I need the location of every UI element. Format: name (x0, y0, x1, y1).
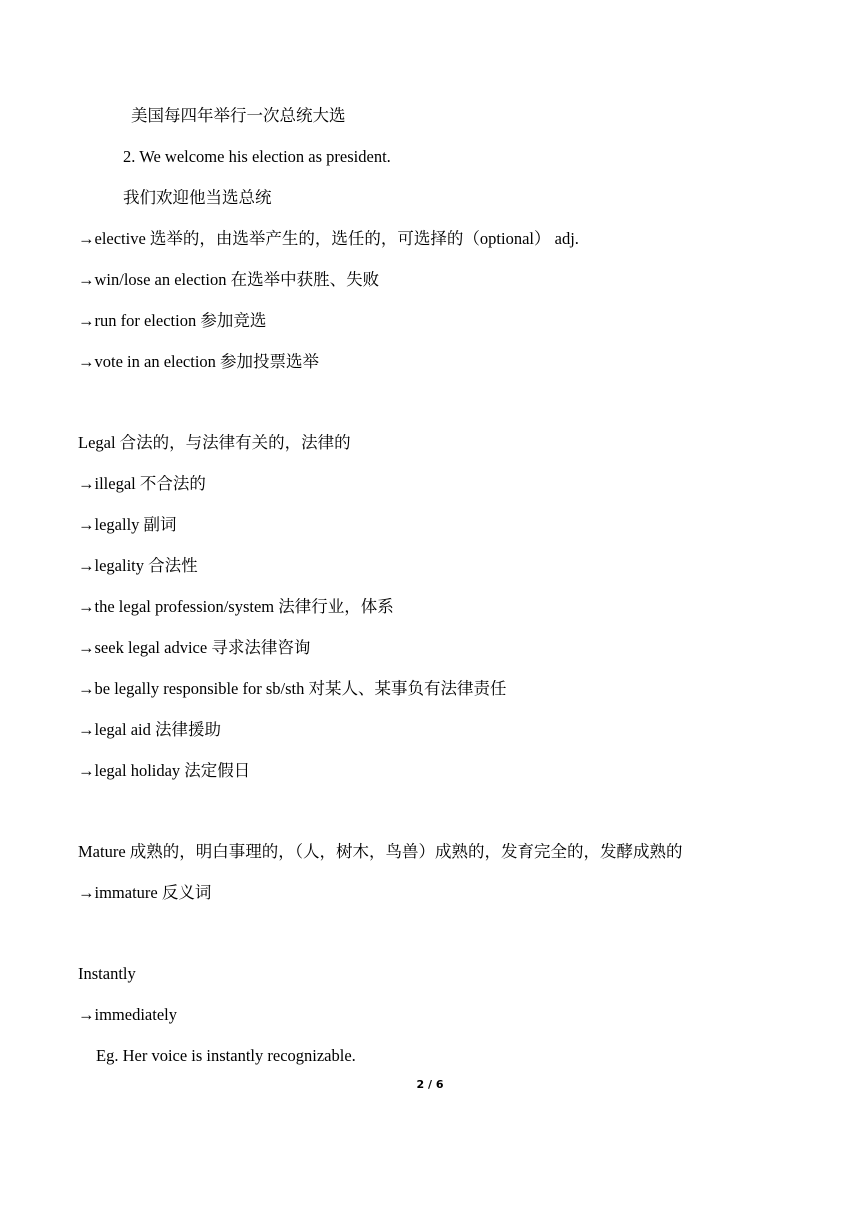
vocab-entry-legal-profession: →the legal profession/system 法律行业，体系 (78, 597, 394, 616)
vocab-entry-legally-responsible: →be legally responsible for sb/sth 对某人、某事负有法律责任 (78, 679, 507, 698)
vocab-heading-mature: Mature 成熟的，明白事理的，（人，树木，鸟兽）成熟的，发育完全的，发酵成熟的 (78, 842, 683, 861)
vocab-entry-legal-holiday: →legal holiday 法定假日 (78, 761, 251, 780)
vocab-entry-legally: →legally 副词 (78, 515, 177, 534)
vocab-heading-instantly: Instantly (78, 964, 136, 983)
page-number: 2 / 6 (416, 1078, 444, 1091)
vocab-entry-vote-in-election: →vote in an election 参加投票选举 (78, 352, 320, 371)
vocab-entry-elective: →elective 选举的，由选举产生的，选任的，可选择的（optional） adj. (78, 229, 579, 248)
vocab-entry-immature: →immature 反义词 (78, 883, 212, 902)
vocab-entry-win-lose-election: →win/lose an election 在选举中获胜、失败 (78, 270, 380, 289)
vocab-entry-illegal: →illegal 不合法的 (78, 474, 206, 493)
vocab-entry-legality: →legality 合法性 (78, 556, 198, 575)
vocab-entry-legal-aid: →legal aid 法律援助 (78, 720, 221, 739)
vocab-entry-seek-legal-advice: →seek legal advice 寻求法律咨询 (78, 638, 311, 657)
chinese-translation-line: 我们欢迎他当选总统 (123, 188, 272, 207)
example-sentence: 2. We welcome his election as president. (123, 147, 391, 166)
vocab-entry-run-for-election: →run for election 参加竞选 (78, 311, 267, 330)
vocab-heading-legal: Legal 合法的，与法律有关的，法律的 (78, 433, 351, 452)
vocab-entry-immediately: →immediately (78, 1005, 177, 1024)
chinese-translation-line: 美国每四年举行一次总统大选 (131, 106, 346, 125)
example-sentence: Eg. Her voice is instantly recognizable. (96, 1046, 356, 1065)
